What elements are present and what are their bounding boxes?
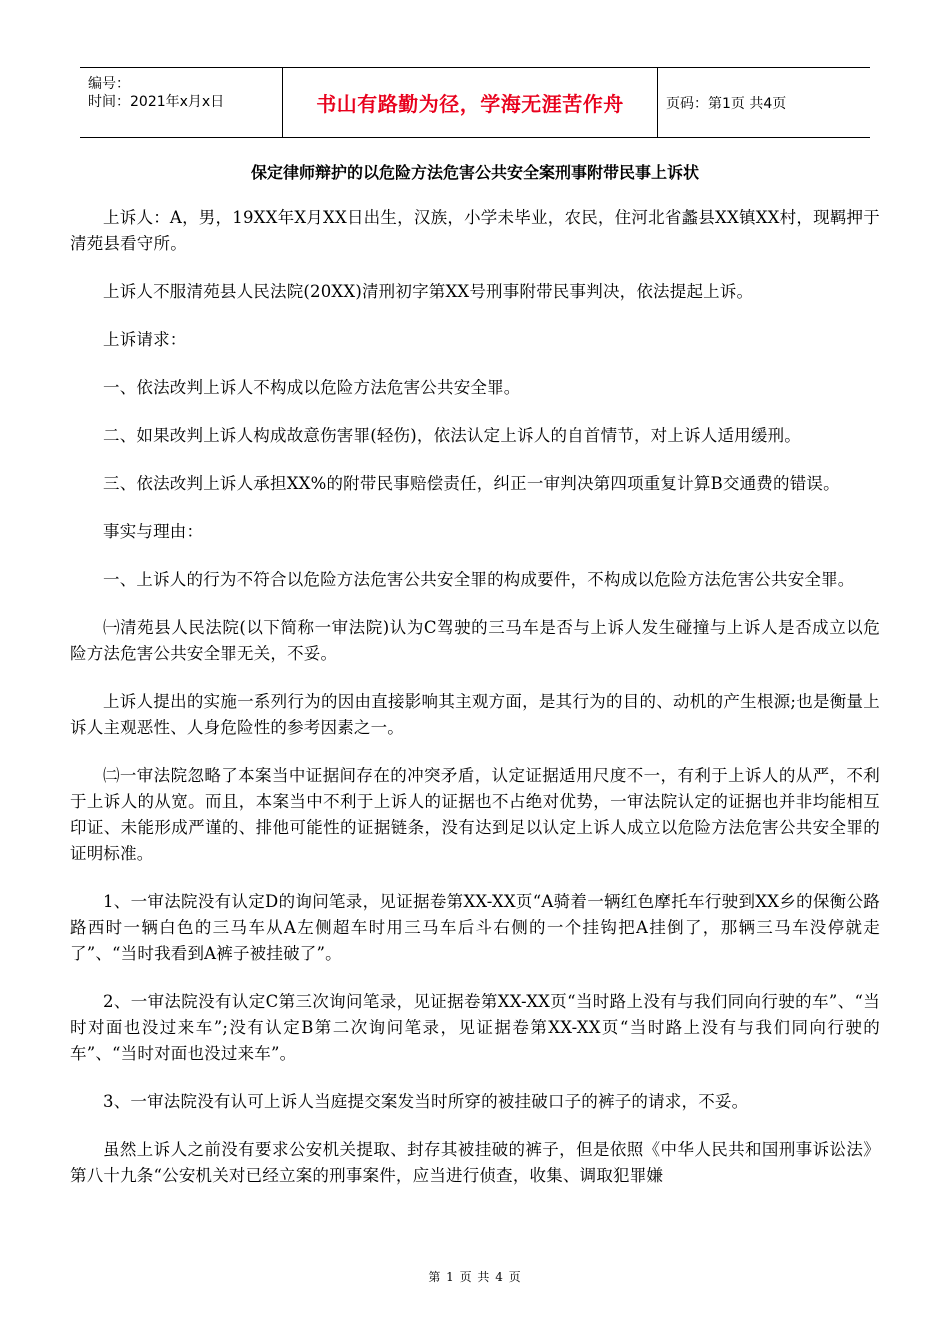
paragraph: 一、依法改判上诉人不构成以危险方法危害公共安全罪。 xyxy=(103,378,521,397)
slogan: 书山有路勤为径，学海无涯苦作舟 xyxy=(283,68,658,137)
paragraph: ㈡一审法院忽略了本案当中证据间存在的冲突矛盾，认定证据适用尺度不一，有利于上诉人的从严，不利于上诉人的从宽。而且，本案当中不利于上诉人的证据也不占绝对优势，一审法院认定的证据也并非均能相互印证、未能形成严谨的、排他可能性的证据链条，没有达到足以认定上诉人成立以危险方法危害公共安全罪的证明标准。 xyxy=(70,766,880,863)
number-label: 编号： xyxy=(88,76,130,92)
paragraph: 上诉人不服清苑县人民法院(20XX)清刑初字第XX号刑事附带民事判决，依法提起上诉。 xyxy=(103,282,754,301)
paragraph: 上诉人：A，男，19XX年X月XX日出生，汉族，小学未毕业，农民，住河北省蠡县XX镇XX村，现羁押于清苑县看守所。 xyxy=(70,208,880,253)
header-table xyxy=(80,67,870,138)
page-info: 页码：第1页 共4页 xyxy=(666,95,787,112)
paragraph: 二、如果改判上诉人构成故意伤害罪(轻伤)，依法认定上诉人的自首情节，对上诉人适用缓刑。 xyxy=(103,426,801,445)
paragraph: 2、一审法院没有认定C第三次询问笔录，见证据卷第XX-XX页“当时路上没有与我们同向行驶的车”、“当时对面也没过来车”;没有认定B第二次询问笔录，见证据卷第XX-XX页“当时路上没有与我们同向行驶的车”、“当时对面也没过来车”。 xyxy=(70,992,880,1063)
paragraph: 事实与理由： xyxy=(103,522,204,541)
paragraph: 虽然上诉人之前没有要求公安机关提取、封存其被挂破的裤子，但是依照《中华人民共和国刑事诉讼法》第八十九条“公安机关对已经立案的刑事案件，应当进行侦查，收集、调取犯罪嫌 xyxy=(70,1140,880,1185)
paragraph: 上诉人提出的实施一系列行为的因由直接影响其主观方面，是其行为的目的、动机的产生根源;也是衡量上诉人主观恶性、人身危险性的参考因素之一。 xyxy=(70,692,880,737)
paragraph: ㈠清苑县人民法院(以下简称一审法院)认为C驾驶的三马车是否与上诉人发生碰撞与上诉人是否成立以危险方法危害公共安全罪无关，不妥。 xyxy=(70,618,880,663)
page-footer: 第 1 页 共 4 页 xyxy=(428,1270,522,1284)
paragraph: 一、上诉人的行为不符合以危险方法危害公共安全罪的构成要件，不构成以危险方法危害公共安全罪。 xyxy=(103,570,855,589)
paragraph: 上诉请求： xyxy=(103,330,187,349)
document-title: 保定律师辩护的以危险方法危害公共安全案刑事附带民事上诉状 xyxy=(250,163,699,182)
paragraph: 3、一审法院没有认可上诉人当庭提交案发当时所穿的被挂破口子的裤子的请求，不妥。 xyxy=(103,1092,749,1111)
paragraph: 1、一审法院没有认定D的询问笔录，见证据卷第XX-XX页“A骑着一辆红色摩托车行驶到XX乡的保衡公路路西时一辆白色的三马车从A左侧超车时用三马车后斗右侧的一个挂钩把A挂倒了，那辆三马车没停就走了”、“当时我看到A裤子被挂破了”。 xyxy=(70,892,880,963)
header-meta-cell xyxy=(80,68,283,137)
document-body xyxy=(70,205,880,1211)
time-label: 时间：2021年x月x日 xyxy=(88,94,225,110)
paragraph: 三、依法改判上诉人承担XX%的附带民事赔偿责任，纠正一审判决第四项重复计算B交通费的错误。 xyxy=(103,474,840,493)
